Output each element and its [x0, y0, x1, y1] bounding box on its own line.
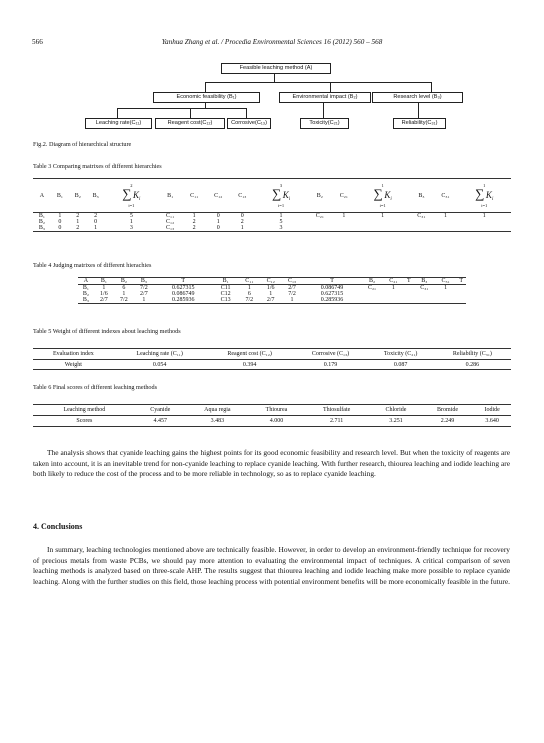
table-row	[33, 225, 511, 232]
table4-caption: Table 4 Judging matrixes of different hierachies	[33, 262, 152, 269]
table-cell: T	[303, 278, 362, 285]
table-header-row	[33, 349, 511, 360]
table-cell: 0	[216, 213, 220, 219]
table-cell: 0	[206, 225, 230, 232]
k-symbol: K	[133, 190, 140, 201]
table-cell: B₁	[82, 285, 89, 291]
table-row	[33, 360, 511, 370]
table-cell: 0.179	[294, 360, 368, 370]
table-cell: Reagent cost (C₁₂)	[206, 349, 294, 360]
table-cell: 1	[443, 213, 447, 219]
table-cell: Corrosive (C₁₃)	[294, 349, 368, 360]
section-heading: 4. Conclusions	[33, 522, 83, 531]
table-cell: 7/2	[239, 297, 260, 304]
table-cell: C₃₁	[435, 278, 456, 285]
table-cell: T	[154, 278, 213, 285]
table-cell: 0.086749	[320, 285, 344, 291]
table-cell: 1	[129, 219, 133, 225]
sum-lower-limit: i=1	[278, 202, 285, 208]
table-cell: 0	[240, 213, 244, 219]
table-header-cell: C₃₁	[433, 179, 457, 213]
table-cell	[414, 297, 435, 304]
table-cell: B₃	[134, 278, 154, 285]
connector	[117, 108, 247, 109]
table-header-cell: B₃	[409, 179, 433, 213]
connector	[431, 82, 432, 92]
table6	[33, 404, 511, 427]
table-row	[33, 416, 511, 427]
table-cell: 1	[482, 213, 486, 219]
table5-caption: Table 5 Weight of different indexes about leaching methods	[33, 328, 181, 335]
table-cell: Bromide	[422, 405, 474, 416]
table-cell: 2/7	[140, 291, 148, 297]
table-header-cell: C₁₁	[182, 179, 206, 213]
table-cell: C13	[213, 297, 239, 304]
table-cell: 0.285936	[303, 297, 362, 304]
table-cell: 3	[254, 225, 307, 232]
table-cell	[308, 225, 332, 232]
sum-lower-limit: i=1	[379, 202, 386, 208]
sigma-icon: ∑	[122, 186, 132, 202]
table-cell	[457, 225, 511, 232]
k-subscript: i	[491, 197, 494, 203]
table-cell	[356, 225, 409, 232]
diagram-c11-box: Leaching rate(C₁₁)	[85, 118, 152, 129]
table-cell: B₃	[33, 225, 51, 232]
sum-upper-limit: 1	[381, 183, 384, 189]
table-cell: 7/2	[114, 297, 134, 304]
k-subscript: i	[288, 197, 291, 203]
table-cell: 1	[134, 297, 154, 304]
table-cell: 1	[58, 213, 62, 219]
connector	[117, 108, 118, 118]
table-cell	[332, 225, 356, 232]
table-cell: 3.251	[370, 416, 422, 427]
table-cell: C₁₂	[166, 219, 175, 225]
table-cell: 1	[381, 213, 385, 219]
table-cell: 0.054	[114, 360, 206, 370]
table3-caption: Table 3 Comparing matrixes of different hierarchies	[33, 163, 162, 170]
table-cell: Thiosulfate	[303, 405, 370, 416]
table-cell: B₂	[38, 219, 45, 225]
table-cell: C₁₃	[158, 225, 182, 232]
table-cell: 0	[94, 219, 98, 225]
table-cell: 3	[105, 225, 158, 232]
connector	[190, 108, 191, 118]
sum-upper-limit: 1	[483, 183, 486, 189]
diagram-c13-box: Corrosive(C₁₃)	[227, 118, 271, 129]
table-cell: 3.640	[473, 416, 511, 427]
connector	[330, 82, 331, 92]
table-cell: B₂	[82, 291, 89, 297]
table-cell: A	[78, 278, 94, 285]
page-number: 566	[32, 38, 43, 46]
table-cell: C₂₁	[383, 278, 404, 285]
table-cell: B₁	[94, 278, 114, 285]
table-cell: C11	[220, 285, 231, 291]
table-cell: C₃₁	[417, 213, 426, 219]
table-cell: Thiourea	[250, 405, 303, 416]
table-header-cell: A	[33, 179, 51, 213]
connector	[418, 102, 419, 118]
table-header-row	[78, 278, 466, 285]
table-cell: 1	[247, 285, 251, 291]
table-cell: 1	[269, 291, 273, 297]
table-cell: Iodide	[473, 405, 511, 416]
table-cell: C₃₁	[420, 285, 429, 291]
table-cell: C₁₁	[166, 213, 175, 219]
k-symbol: K	[485, 190, 492, 201]
table-cell: 6	[247, 291, 251, 297]
sigma-icon: ∑	[475, 186, 485, 202]
running-head: Yanhua Zhang et al. / Procedia Environmental Sciences 16 (2012) 560 – 568	[161, 38, 383, 46]
table-header-row	[33, 405, 511, 416]
table-cell: 1	[216, 219, 220, 225]
table-cell: 7/2	[288, 291, 296, 297]
table6-caption: Table 6 Final scores of different leaching methods	[33, 384, 158, 391]
table-header-cell: B₁	[51, 179, 69, 213]
table-cell	[435, 297, 456, 304]
table-cell: 1	[279, 213, 283, 219]
sigma-icon: ∑	[271, 186, 282, 202]
table-cell: B₂	[114, 278, 134, 285]
table-header-cell: C₁₂	[206, 179, 230, 213]
table-cell: Reliability (C₃₁)	[434, 349, 511, 360]
table-cell: 3.483	[185, 416, 250, 427]
table-cell: 4.000	[250, 416, 303, 427]
table-cell: 0	[51, 225, 69, 232]
table-cell: C₂₁	[367, 285, 377, 291]
table-cell: 1	[122, 291, 126, 297]
table-cell: 4.457	[136, 416, 185, 427]
table-cell: 0.627315	[171, 285, 195, 291]
table-cell	[456, 297, 466, 304]
sum-k-cell	[105, 179, 158, 213]
table-cell: 6	[122, 285, 126, 291]
k-subscript: i	[390, 197, 392, 203]
sum-lower-limit: i=1	[128, 202, 135, 208]
table-cell: Chloride	[370, 405, 422, 416]
sum-upper-limit: 3	[279, 183, 283, 189]
table-cell: 1	[391, 285, 395, 291]
table5	[33, 348, 511, 370]
table-cell: 5	[279, 219, 283, 225]
table-cell	[409, 225, 433, 232]
table-cell: 2/7	[94, 297, 114, 304]
diagram-c21-box: Toxicity(C₂₁)	[300, 118, 349, 129]
table-cell: Leaching method	[33, 405, 136, 416]
table-header-cell: B₁	[158, 179, 182, 213]
k-symbol: K	[282, 190, 289, 201]
table-cell: B₂	[361, 278, 382, 285]
table-cell: T	[404, 278, 414, 285]
table-cell: C₂₁	[315, 213, 324, 219]
table-cell: 0.627315	[320, 291, 344, 297]
table-cell: 5	[129, 213, 133, 219]
table-cell: 2/7	[288, 285, 296, 291]
connector	[274, 73, 275, 82]
conclusions-paragraph: In summary, leaching technologies mentioned above are technically feasible. However, in order to develop an environment-friendly technique for recovery of precious metals from waste PCBs, we should pay more attention to evaluating the environmental impact of techniques. A critical comparison of seven leaching methods is analyzed based on three-scale AHP. The results suggest that thiourea leaching and iodide leaching make more possible to replace cyanide leaching. Along with the further studies on this field, those leaching process with potential environment benefits will be more economically feasible in the future.	[33, 545, 510, 586]
table-header-cell: B₂	[308, 179, 332, 213]
table-header-cell: B₃	[87, 179, 105, 213]
figure-caption: Fig.2. Diagram of hierarchical structure	[33, 141, 132, 148]
table-cell: B₃	[78, 297, 94, 304]
table-cell: 1	[192, 213, 196, 219]
table-header-cell: C₂₁	[332, 179, 356, 213]
table-cell: Cyanide	[136, 405, 185, 416]
diagram-b1-box: Economic feasibility (B₁)	[153, 92, 260, 103]
table-cell: 2	[192, 219, 196, 225]
table-cell	[383, 297, 404, 304]
table-cell: 2.711	[303, 416, 370, 427]
table-cell: Leaching rate (C₁₁)	[114, 349, 206, 360]
sum-k-cell	[254, 179, 307, 213]
k-symbol: K	[384, 190, 391, 201]
table-cell: C₁₁	[239, 278, 260, 285]
table-cell: C₁₂	[260, 278, 281, 285]
table-cell: 7/2	[140, 285, 148, 291]
diagram-b2-box: Environmental impact (B₂)	[279, 92, 371, 103]
connector	[205, 82, 206, 92]
table-cell: Aqua regia	[185, 405, 250, 416]
table-cell: B₃	[414, 278, 435, 285]
connector	[323, 102, 324, 118]
table-cell: 1	[87, 225, 105, 232]
table-cell: Evaluation index	[33, 349, 114, 360]
table3	[33, 178, 511, 232]
analysis-paragraph: The analysis shows that cyanide leaching gains the highest points for its good economic feasibility and research level. But when the toxicity of reagents are taken into account, it is an inevitable trend for non-cyanide leaching to replace cyanide leaching. With further research, thiourea leaching and iodide leaching are both likely to reduce the cost of the process and to be more reliable in technology, so as to replace cyanide leaching.	[33, 448, 510, 479]
diagram-c31-box: Reliability(C₃₁)	[393, 118, 446, 129]
sum-lower-limit: i=1	[481, 202, 488, 208]
table-cell	[361, 297, 382, 304]
table-cell: 2	[94, 213, 98, 219]
sigma-icon: ∑	[373, 186, 383, 202]
table-cell	[404, 297, 414, 304]
table-cell: 1/6	[100, 291, 108, 297]
table-cell: 0.285936	[154, 297, 213, 304]
table-cell: 1	[281, 297, 302, 304]
table-cell: 2/7	[260, 297, 281, 304]
table-cell: Weight	[33, 360, 114, 370]
connector	[246, 108, 247, 118]
table-cell: 1	[342, 213, 346, 219]
table-cell: 0.086749	[171, 291, 195, 297]
table-cell: 1	[230, 225, 254, 232]
k-subscript: i	[139, 197, 141, 203]
table-cell: 0.286	[434, 360, 511, 370]
hierarchy-diagram	[0, 0, 544, 140]
table-cell: 1	[444, 285, 448, 291]
table-header-row	[33, 179, 511, 213]
diagram-c12-box: Reagent cost(C₁₂)	[155, 118, 225, 129]
table-cell: 2	[69, 225, 87, 232]
table-header-cell: C₁₃	[230, 179, 254, 213]
diagram-root-box: Feasible leaching method (A)	[221, 63, 331, 74]
table-cell: 0.394	[206, 360, 294, 370]
table-cell: 2	[182, 225, 206, 232]
table-cell: 2	[76, 213, 80, 219]
connector	[205, 82, 432, 83]
sum-k-cell	[457, 179, 511, 213]
table-cell: 2	[240, 219, 244, 225]
table-cell: 0	[58, 219, 62, 225]
table-cell: Scores	[33, 416, 136, 427]
table-cell: 1	[76, 219, 80, 225]
sum-k-cell	[356, 179, 409, 213]
table-cell: 0.087	[367, 360, 433, 370]
table-cell: 1/6	[266, 285, 275, 291]
table-cell: B₁	[38, 213, 45, 219]
sum-upper-limit: 2	[130, 183, 133, 189]
table-header-cell: B₂	[69, 179, 87, 213]
table-cell: Toxicity (C₂₁)	[367, 349, 433, 360]
table-cell: T	[456, 278, 466, 285]
table-cell: B₁	[213, 278, 239, 285]
table-cell: 2.249	[422, 416, 474, 427]
diagram-b3-box: Research level (B₃)	[372, 92, 463, 103]
table-cell	[433, 225, 457, 232]
table-cell: 1	[102, 285, 106, 291]
table-cell: C12	[220, 291, 231, 297]
table-cell: C₁₃	[281, 278, 302, 285]
table4	[78, 277, 466, 304]
table-row	[78, 297, 466, 304]
